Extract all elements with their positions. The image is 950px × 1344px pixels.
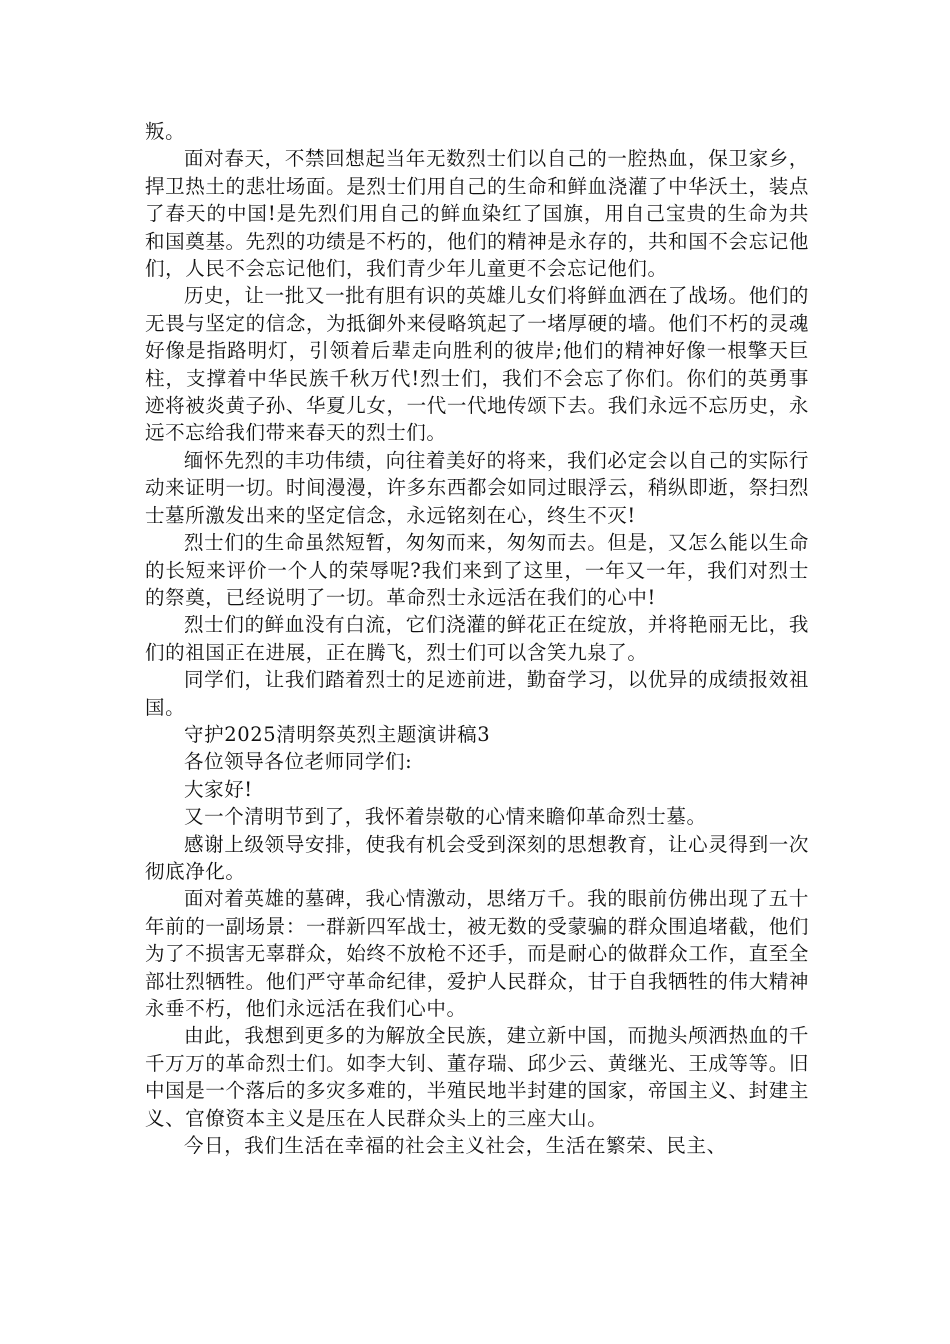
paragraph: 同学们，让我们踏着烈士的足迹前进，勤奋学习，以优异的成绩报效祖国。 (145, 668, 809, 719)
paragraph: 烈士们的鲜血没有白流，它们浇灌的鲜花正在绽放，并将艳丽无比，我们的祖国正在进展，正在腾飞，烈士们可以含笑九泉了。 (145, 613, 809, 664)
paragraph: 面对着英雄的墓碑，我心情激动，思绪万千。我的眼前仿佛出现了五十年前的一副场景：一群新四军战士，被无数的受蒙骗的群众围追堵截，他们为了不损害无辜群众，始终不放枪不还手，而是耐心的做群众工作，直至全部壮烈牺牲。他们严守革命纪律，爱护人民群众，甘于自我牺牲的伟大精神永垂不朽，他们永远活在我们心中。 (145, 887, 809, 1020)
greeting: 大家好! (184, 777, 253, 801)
section-title: 守护2025清明祭英烈主题演讲稿3 (184, 722, 491, 746)
paragraph: 感谢上级领导安排，使我有机会受到深刻的思想教育，让心灵得到一次彻底净化。 (145, 832, 809, 883)
paragraph: 缅怀先烈的丰功伟绩，向往着美好的将来，我们必定会以自己的实际行动来证明一切。时间漫漫，许多东西都会如同过眼浮云，稍纵即逝，祭扫烈士墓所激发出来的坚定信念，永远铭刻在心，终生不灭! (145, 448, 809, 527)
paragraph: 由此，我想到更多的为解放全民族，建立新中国，而抛头颅洒热血的千千万万的革命烈士们。如李大钊、董存瑞、邱少云、黄继光、王成等等。旧中国是一个落后的多灾多难的，半殖民地半封建的国家，帝国主义、封建主义、官僚资本主义是压在人民群众头上的三座大山。 (145, 1024, 809, 1130)
salutation: 各位领导各位老师同学们: (184, 750, 413, 774)
paragraph: 面对春天，不禁回想起当年无数烈士们以自己的一腔热血，保卫家乡，捍卫热土的悲壮场面。是烈士们用自己的生命和鲜血浇灌了中华沃土，装点了春天的中国!是先烈们用自己的鲜血染红了国旗，用自己宝贵的生命为共和国奠基。先烈的功绩是不朽的，他们的精神是永存的，共和国不会忘记他们，人民不会忘记他们，我们青少年儿童更不会忘记他们。 (145, 147, 809, 281)
paragraph: 烈士们的生命虽然短暂，匆匆而来，匆匆而去。但是，又怎么能以生命的长短来评价一个人的荣辱呢?我们来到了这里，一年又一年，我们对烈士的祭奠，已经说明了一切。革命烈士永远活在我们的心中! (145, 531, 809, 609)
paragraph: 历史，让一批又一批有胆有识的英雄儿女们将鲜血洒在了战场。他们的无畏与坚定的信念，为抵御外来侵略筑起了一堵厚硬的墙。他们不朽的灵魂好像是指路明灯，引领着后辈走向胜利的彼岸;他们的精神好像一根擎天巨柱，支撑着中华民族千秋万代!烈士们，我们不会忘了你们。你们的英勇事迹将被炎黄子孙、华夏儿女，一代一代地传颂下去。我们永远不忘历史，永远不忘给我们带来春天的烈士们。 (145, 284, 809, 445)
paragraph: 叛。 (145, 120, 186, 143)
paragraph: 又一个清明节到了，我怀着崇敬的心情来瞻仰革命烈士墓。 (184, 805, 707, 829)
document-page (145, 118, 809, 1159)
paragraph: 今日，我们生活在幸福的社会主义社会，生活在繁荣、民主、 (184, 1134, 727, 1158)
